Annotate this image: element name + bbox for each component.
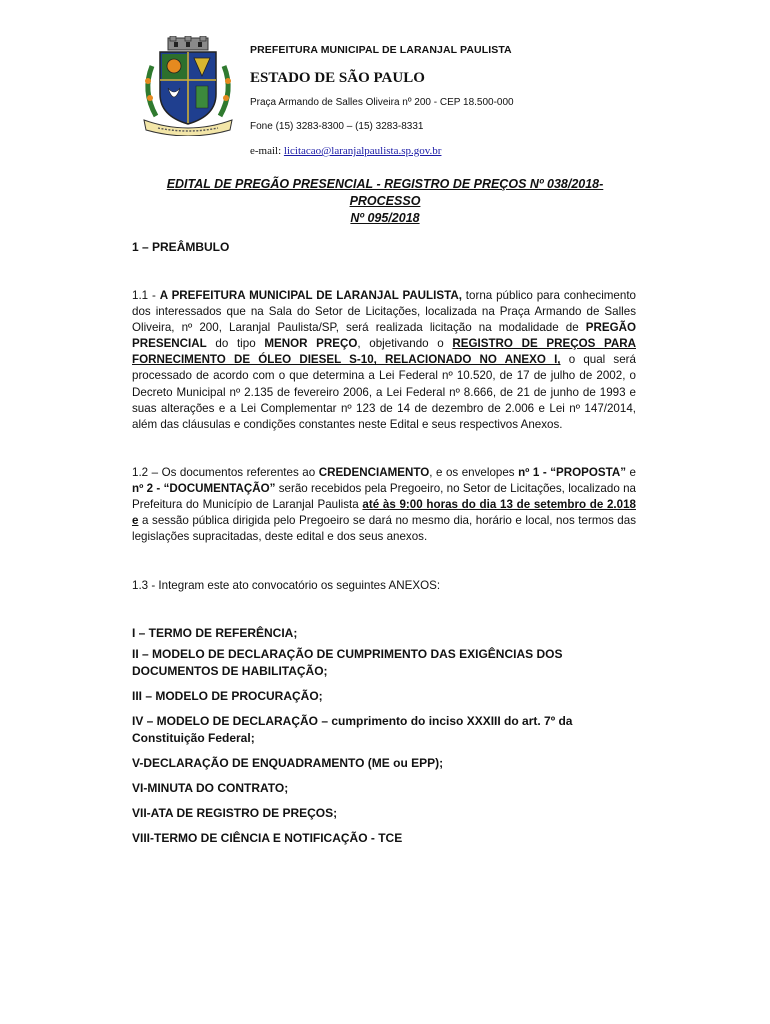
document-title [132, 176, 638, 227]
p12-credenciamento: CREDENCIAMENTO [318, 466, 430, 479]
p11-text-4: o qual será processado de acordo com o que determina a Lei Federal nº 10.520, de 17 de julho de 2002, o Decreto Municipal nº 2.135 de fevereiro 2006, a Lei Federal nº 8.666, de 21 de junho de 1993 e suas alterações e a Lei Complementar nº 123 de 14 de dezembro de 2.006 e Lei nº 147/2014, além das cláusulas e condições constantes neste Edital e seus respectivos Anexos. [132, 353, 636, 431]
p11-text-2: do tipo [206, 337, 265, 351]
p11-text-1: torna público para conhecimento dos interessados que na Sala do Setor de Licitações, localizada na Praça Armando de Salles Oliveira, nº 200, Laranjal Paulista/SP, será realizada licitação na modalidade de [132, 289, 636, 335]
p12-text-3: e [626, 466, 637, 479]
p11-type: MENOR PREÇO [264, 337, 358, 351]
annex-item: VII-ATA DE REGISTRO DE PREÇOS; [132, 806, 338, 820]
p12-deadline: até às 9:00 horas do dia 13 de setembro de 2.018 e [132, 498, 636, 528]
p12-text-1: 1.2 – Os documentos referentes ao [132, 466, 319, 479]
p12-text-5: a sessão pública dirigida pelo Pregoeiro se dará no mesmo dia, horário e local, nos termos das legislações supracitadas, deste edital e dos seus anexos. [132, 514, 636, 544]
phone-line: Fone (15) 3283-8300 – (15) 3283-8331 [250, 121, 424, 132]
annex-item: VIII-TERMO DE CIÊNCIA E NOTIFICAÇÃO - TCE [132, 831, 403, 845]
annex-item: II – MODELO DE DECLARAÇÃO DE CUMPRIMENTO DAS EXIGÊNCIAS DOS DOCUMENTOS DE HABILITAÇÃO; [132, 647, 563, 678]
p11-text-3: , objetivando o [357, 337, 453, 351]
p11-object: REGISTRO DE PREÇOS PARA FORNECIMENTO DE ÓLEO DIESEL S-10, RELACIONADO NO ANEXO I, [132, 337, 636, 367]
paragraph-1-1 [132, 288, 636, 433]
section-heading-preambulo: 1 – PREÂMBULO [132, 240, 230, 254]
email-link[interactable]: licitacao@laranjalpaulista.sp.gov.br [283, 145, 442, 157]
p12-envelope-2: nº 2 - “DOCUMENTAÇÃO” [132, 482, 276, 496]
p11-modality: PREGÃO PRESENCIAL [132, 321, 636, 351]
annex-item: I – TERMO DE REFERÊNCIA; [132, 626, 298, 640]
p11-entity: A PREFEITURA MUNICIPAL DE LARANJAL PAULISTA, [159, 289, 462, 302]
letterhead [250, 44, 670, 157]
p12-text-2: , e os envelopes [429, 466, 519, 479]
annex-item: IV – MODELO DE DECLARAÇÃO – cumprimento do inciso XXXIII do art. 7º da Constituição Federal; [132, 714, 573, 745]
municipal-coat-of-arms-logo [138, 36, 238, 136]
paragraph-1-2 [132, 465, 636, 545]
email-line [250, 145, 670, 157]
prefeitura-name: PREFEITURA MUNICIPAL DE LARANJAL PAULISTA [250, 44, 512, 56]
p12-text-4: serão recebidos pela Pregoeiro, no Setor de Licitações, localizado na Prefeitura do Município de Laranjal Paulista [132, 482, 636, 512]
email-label: e-mail: [250, 145, 284, 157]
paragraph-1-3: 1.3 - Integram este ato convocatório os seguintes ANEXOS: [132, 579, 441, 592]
annex-item: V-DECLARAÇÃO DE ENQUADRAMENTO (ME ou EPP); [132, 756, 444, 770]
annex-item: III – MODELO DE PROCURAÇÃO; [132, 689, 323, 703]
annex-item: VI-MINUTA DO CONTRATO; [132, 781, 289, 795]
p11-number: 1.1 - [132, 289, 160, 302]
title-line-1: EDITAL DE PREGÃO PRESENCIAL - REGISTRO DE PREÇOS Nº 038/2018-PROCESSO [166, 177, 604, 208]
estado-name: ESTADO DE SÃO PAULO [250, 70, 425, 86]
title-line-2: Nº 095/2018 [350, 211, 420, 225]
p12-envelope-1: nº 1 - “PROPOSTA” [518, 466, 627, 479]
address-line: Praça Armando de Salles Oliveira nº 200 - CEP 18.500-000 [250, 97, 514, 108]
